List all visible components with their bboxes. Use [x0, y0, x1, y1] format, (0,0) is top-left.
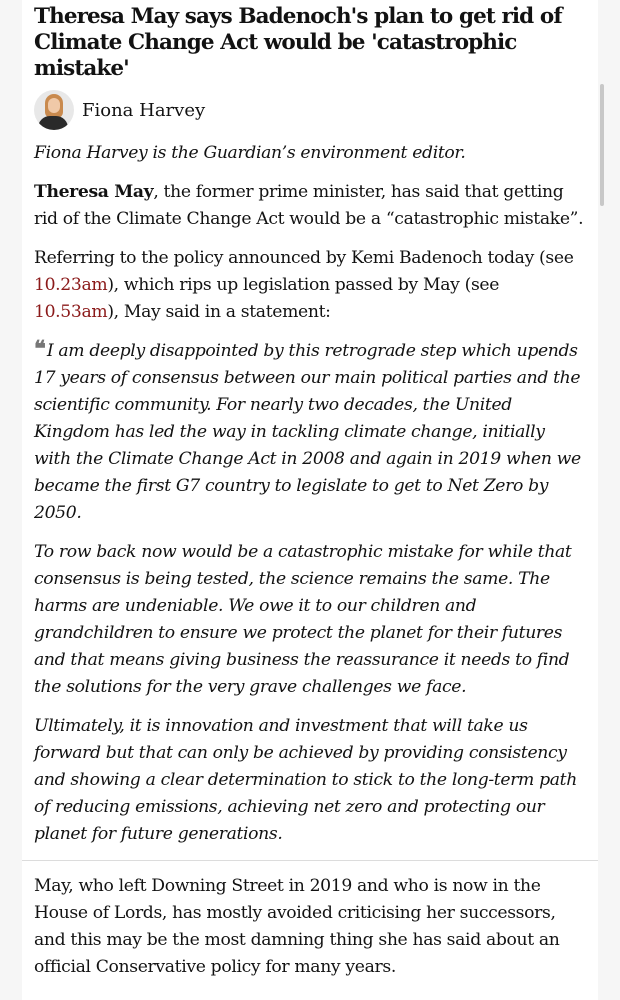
- bold-name: Theresa May: [34, 182, 154, 202]
- quote-icon: ❝: [34, 336, 43, 362]
- text: I am deeply disappointed by this retrograde step which upends 17 years of consensus between our main political parties and the scientific community. For nearly two decades, the United Kingdom has led the way in tackling climate change, initially with the Climate Change Act in 2008 and again in 2019 when we became the first G7 country to legislate to get to Net Zero by 2050.: [34, 341, 581, 523]
- text: , the former prime minister, has said that getting rid of the Climate Change Act would be a “catastrophic mistake”.: [34, 182, 584, 229]
- headline: Theresa May says Badenoch's plan to get rid of Climate Change Act would be 'catastrophic mistake': [34, 4, 562, 81]
- time-link-1023[interactable]: 10.23am: [34, 275, 108, 295]
- author-bio: Fiona Harvey is the Guardian’s environment editor.: [34, 143, 466, 163]
- quote-paragraph: Ultimately, it is innovation and investment that will take us forward but that can only be achieved by providing consistency and showing a clear determination to stick to the long-term path of reducing emissions, achieving net zero and protecting our planet for future generations.: [34, 716, 577, 844]
- byline[interactable]: [34, 90, 584, 130]
- quote-paragraph: To row back now would be a catastrophic mistake for while that consensus is being tested, the science remains the same. The harms are undeniable. We owe it to our children and grandchildren to ensure we protect the planet for their futures and that means giving business the reassurance it needs to find the solutions for the very grave challenges we face.: [34, 542, 572, 697]
- time-link-1053[interactable]: 10.53am: [34, 302, 108, 322]
- paragraph: [34, 245, 584, 326]
- paragraph: [34, 179, 584, 233]
- scrollbar[interactable]: [600, 84, 604, 206]
- paragraph: May, who left Downing Street in 2019 and who is now in the House of Lords, has mostly avoided criticising her successors, and this may be the most damning thing she has said about an official Conservative policy for many years.: [34, 876, 560, 977]
- quote-paragraph: [34, 338, 584, 527]
- author-avatar: [34, 90, 74, 130]
- text: ), which rips up legislation passed by May (see: [107, 275, 500, 295]
- divider: [22, 860, 598, 861]
- author-name[interactable]: Fiona Harvey: [82, 99, 206, 121]
- text: ), May said in a statement:: [107, 302, 331, 322]
- text: Referring to the policy announced by Kemi Badenoch today (see: [34, 248, 574, 268]
- live-blog-entry: [22, 0, 598, 1000]
